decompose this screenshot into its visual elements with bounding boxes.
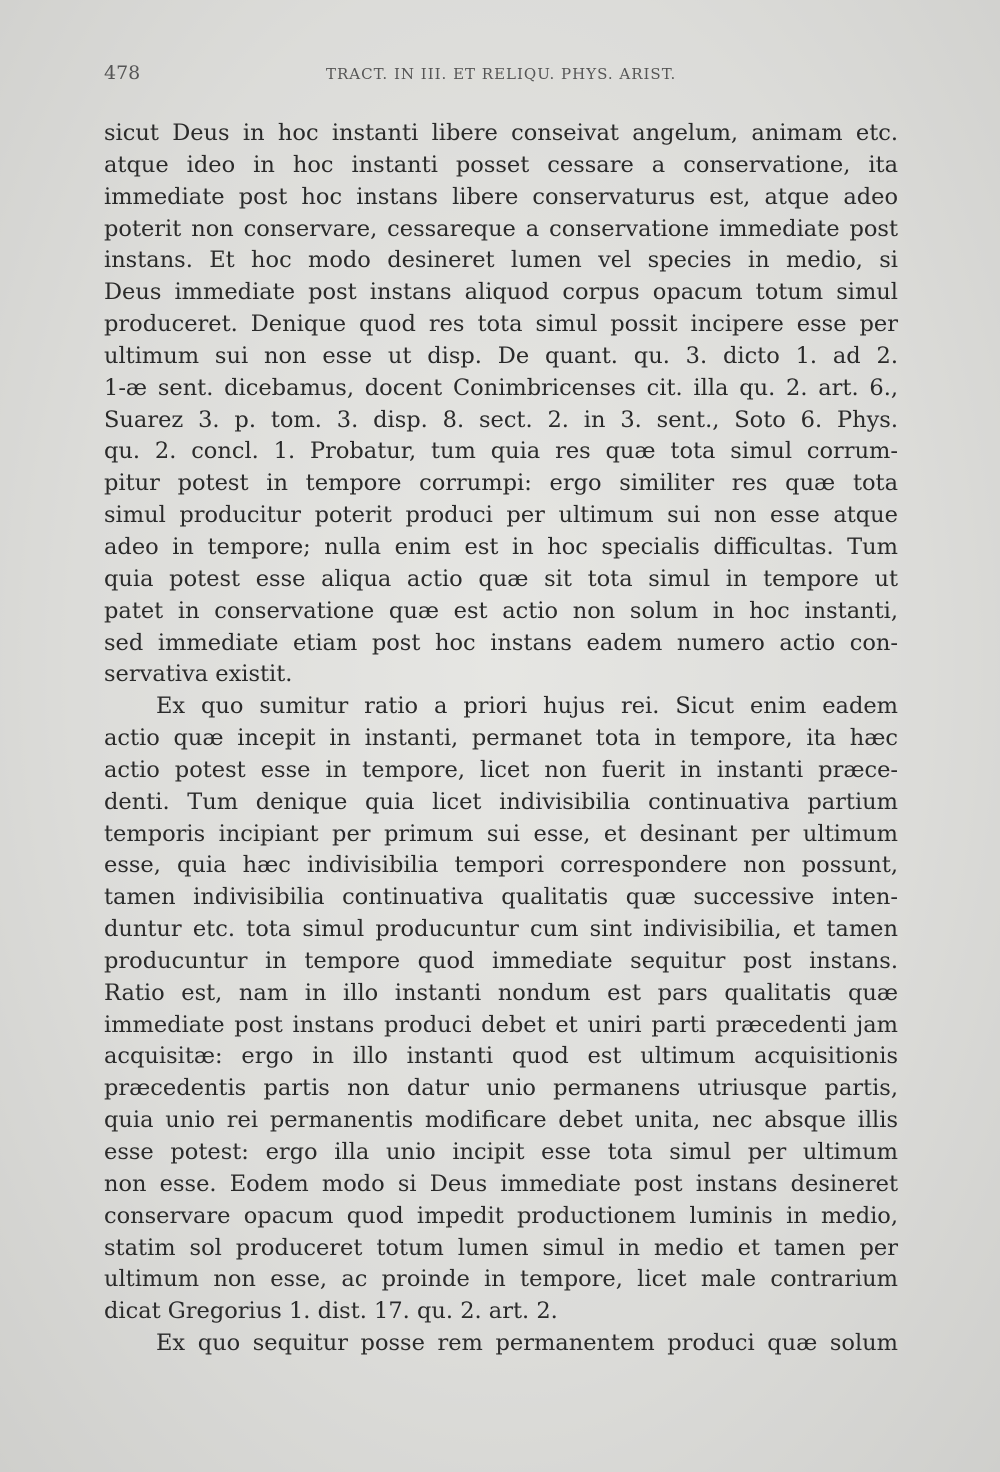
text-line: temporis incipiant per primum sui esse, et desinant per ultimum: [104, 820, 898, 847]
text-line: acquisitæ: ergo in illo instanti quod est ultimum acquisitionis: [104, 1043, 898, 1070]
text-line: immediate post instans produci debet et uniri parti præcedenti jam: [104, 1011, 898, 1038]
text-line: Deus immediate post instans aliquod corpus opacum totum simul: [104, 279, 898, 306]
text-line: sed immediate etiam post hoc instans eadem numero actio con-: [104, 629, 898, 656]
text-line: patet in conservatione quæ est actio non solum in hoc instanti,: [104, 597, 898, 624]
text-line: actio quæ incepit in instanti, permanet tota in tempore, ita hæc: [104, 725, 898, 752]
text-line: instans. Et hoc modo desineret lumen vel species in medio, si: [104, 247, 898, 274]
running-head: [104, 62, 896, 90]
text-line: sicut Deus in hoc instanti libere conseivat angelum, animam etc.: [104, 120, 898, 146]
text-line: statim sol produceret totum lumen simul in medio et tamen per: [104, 1234, 898, 1261]
paragraph: [104, 691, 898, 1328]
text-line: præcedentis partis non datur unio permanens utriusque partis,: [104, 1075, 898, 1102]
text-line: produceret. Denique quod res tota simul possit incipere esse per: [104, 311, 898, 338]
text-line: servativa existit.: [104, 661, 293, 688]
paragraph: [104, 1328, 898, 1360]
text-line: simul producitur poterit produci per ultimum sui non esse atque: [104, 502, 898, 529]
text-line: non esse. Eodem modo si Deus immediate post instans desineret: [104, 1170, 898, 1197]
text-line: ultimum non esse, ac proinde in tempore, licet male contrarium: [104, 1266, 898, 1293]
text-line: Ratio est, nam in illo instanti nondum est pars qualitatis quæ: [104, 979, 898, 1006]
text-line: duntur etc. tota simul producuntur cum sint indivisibilia, et tamen: [104, 916, 898, 943]
running-title: TRACT. IN III. ET RELIQU. PHYS. ARIST.: [326, 65, 677, 83]
text-line: adeo in tempore; nulla enim est in hoc specialis difficultas. Tum: [104, 533, 898, 560]
text-line: tamen indivisibilia continuativa qualitatis quæ successive inten-: [104, 884, 898, 911]
text-line: producuntur in tempore quod immediate sequitur post instans.: [104, 947, 898, 974]
text-line: Suarez 3. p. tom. 3. disp. 8. sect. 2. in 3. sent., Soto 6. Phys.: [104, 406, 898, 433]
text-line: immediate post hoc instans libere conservaturus est, atque adeo: [104, 183, 898, 210]
text-line: Ex quo sumitur ratio a priori hujus rei. Sicut enim eadem: [156, 693, 898, 720]
text-line: esse, quia hæc indivisibilia tempori correspondere non possunt,: [104, 852, 898, 879]
text-line: denti. Tum denique quia licet indivisibilia continuativa partium: [104, 788, 898, 815]
text-line: dicat Gregorius 1. dist. 17. qu. 2. art. 2.: [104, 1298, 558, 1325]
text-line: poterit non conservare, cessareque a conservatione immediate post: [104, 215, 898, 242]
body-text: [104, 118, 898, 1360]
text-line: quia unio rei permanentis modificare debet unita, nec absque illis: [104, 1107, 898, 1134]
text-line: actio potest esse in tempore, licet non fuerit in instanti præce-: [104, 756, 898, 783]
text-line: ultimum sui non esse ut disp. De quant. qu. 3. dicto 1. ad 2.: [104, 342, 898, 369]
text-line: conservare opacum quod impedit productionem luminis in medio,: [104, 1202, 898, 1229]
page-number: 478: [104, 62, 141, 84]
text-line: atque ideo in hoc instanti posset cessare a conservatione, ita: [104, 151, 898, 178]
text-line: quia potest esse aliqua actio quæ sit tota simul in tempore ut: [104, 565, 898, 592]
text-line: qu. 2. concl. 1. Probatur, tum quia res quæ tota simul corrum-: [104, 438, 898, 465]
text-line: pitur potest in tempore corrumpi: ergo similiter res quæ tota: [104, 470, 898, 497]
paragraph: [104, 118, 898, 691]
text-line: 1-æ sent. dicebamus, docent Conimbricenses cit. illa qu. 2. art. 6.,: [104, 374, 898, 401]
text-line: esse potest: ergo illa unio incipit esse tota simul per ultimum: [104, 1139, 898, 1165]
text-line: Ex quo sequitur posse rem permanentem produci quæ solum: [156, 1330, 898, 1357]
